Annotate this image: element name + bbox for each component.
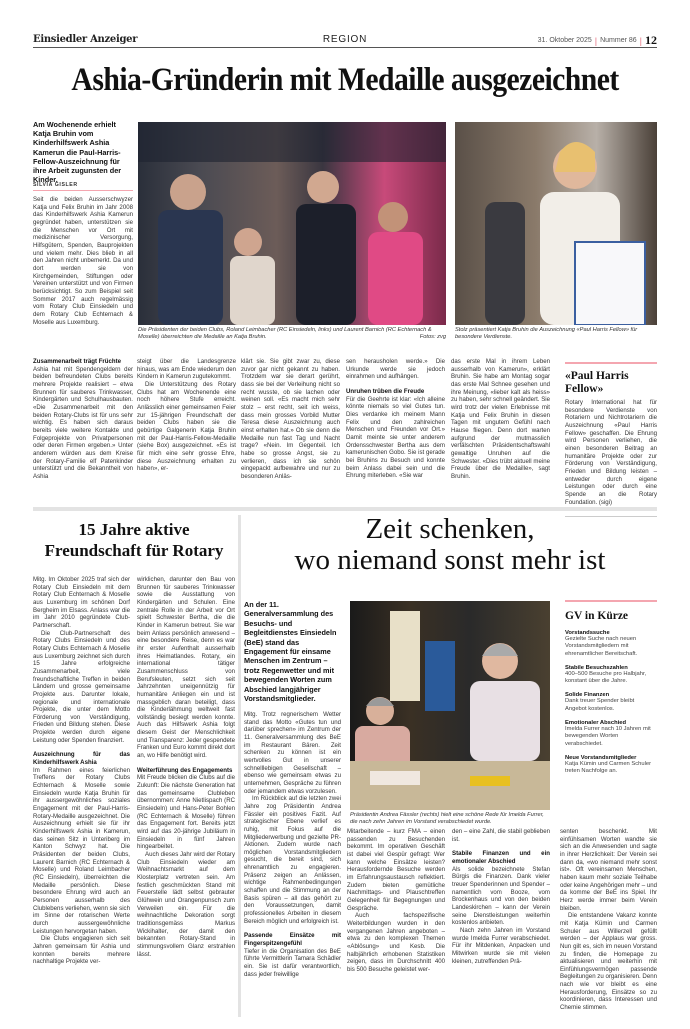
section-divider — [33, 507, 657, 511]
item-heading: Solide Finanzen — [565, 692, 610, 699]
paragraph: Mitg. Im Oktober 2025 traf sich der Rotary Club Einsiedeln mit dem Rotary Club Echternach & Moselle aus Luxemburg im schönen Dorf Bergheim im Elsass. Anlass war die im Jahr 2010 gegründete Club-Partnerschaft. — [33, 576, 130, 629]
photo-women-at-table — [350, 601, 550, 810]
headline-line: Zeit schenken, — [365, 513, 535, 545]
article-column — [137, 358, 236, 473]
accent-rule — [565, 362, 657, 364]
item-text: Dank treuer Spender bleibt Angebot kostenlos. — [565, 698, 635, 712]
photo-people-silhouettes — [138, 122, 446, 325]
paragraph: Die Clubs engagieren sich seit Jahren gemeinsam für Ashia und konnten bereits mehrere nachhaltige Projekte ver- — [33, 935, 130, 966]
article-column — [241, 358, 340, 481]
paragraph: wirklichen, darunter den Bau von Brunnen für sauberes Trinkwasser sowie die Ausstattung von Kindergärten und Schulen. Eine zentrale Rolle in der Arbeit vor Ort spielt Schwester Bertha, die die Kinder in Kamerun betreut. Sie war beim Anlass persönlich anwesend – eine besondere Reise, denn es war ihr erster Aufenthalt ausserhalb ihres Heimatlandes. Rotary, ein international tätiger Zusammenschluss von Berufsleuten, setzt sich seit Jahrzehnten uneigennützig für humanitäre Anliegen ein und ist massgeblich daran beteiligt, dass die Kinderlähmung weltweit fast vollständig besiegt werden konnte. Auch das Hilfswerk Ashia folgt diesem Geist der Menschlichkeit und Transparenz: Jeder gespendete Franken und Euro kommt direkt dort an, wo Hilfe benötigt wird. — [137, 576, 235, 760]
article-column — [560, 828, 657, 1012]
subheading: Unruhen trüben die Freude — [346, 387, 425, 395]
paragraph: Auch dieses Jahr wird der Rotary Club Einsiedeln wieder am Weihnachtsmarkt auf dem Klosterplatz vertreten sein. Am festlich geschmückten Stand mit Feuerstelle lädt selbst gebrauter Glühwein und Orangenpunsch zum Verweilen ein. Für die weihnachtliche Dekoration sorgt traditionsgemäss Markus Wickihalter, der damit den bekannten Rotary-Stand in stimmungsvollem Glanz erstrahlen lässt. — [137, 850, 235, 958]
item-heading: Neue Vorstandsmitglieder — [565, 754, 637, 761]
item-heading: Stabile Besuchszahlen — [565, 664, 628, 671]
issue-date: 31. Oktober 2025 — [537, 37, 592, 44]
paragraph: senten beschenkt. Mit einfühlsamen Worten wandte sie sich an die Anwesenden und sagte in ihrer Herzlichkeit: Der Verein sei dann da, «wo niemand mehr sonst ist». Oft vereinsamen Menschen, haben kaum mehr soziale Teilhabe oder keine Angehörigen mehr – und da komme der BeE ins Spiel. Ihr Herz werde immer beim Verein bleiben. — [560, 828, 657, 912]
headline-line: Freundschaft für Rotary — [44, 541, 224, 560]
article-column — [347, 828, 445, 973]
article-column — [244, 711, 341, 978]
article-column — [33, 576, 130, 966]
item-text: Katja Kümin und Carmen Schuler treten Nachfolge an. — [565, 760, 652, 775]
article-headline — [243, 514, 657, 576]
item-text: 400–500 Besuche pro Halbjahr, konstant über die Jahre. — [565, 670, 647, 685]
paragraph: Die entstandene Vakanz konnte mit Katja Kümin und Carmen Schuler aus Willerzell gefüllt werden – der Applaus war gross. Nun gilt es, sich im neuen Vorstand zu finden, die Homepage zu aktualisieren und weiterhin mit Einfühlungsvermögen passende Begleitungen zu organisieren. Denn nach wie vor bleibt es eine Herausforderung, Einsätze so zu koordinieren, dass Interessen und Chemie stimmen. — [560, 912, 657, 1012]
issue-info — [538, 33, 657, 48]
gv-summary-item — [565, 665, 657, 686]
subheading: Zusammenarbeit trägt Früchte — [33, 358, 122, 365]
headline-line: wo niemand sonst mehr ist — [294, 544, 606, 576]
paragraph: Auch fachspezifische Weiterbildungen wurden in den vergangenen Jahren angeboten – etwa zu den komplexen Themen «Ablösung» und Kesb. Die halbjährlich erhobenen Statistiken zeigen, dass im Durchschnitt 400 bis 500 Besuche geleistet wer- — [347, 912, 445, 973]
item-heading: Emotionaler Abschied — [565, 720, 626, 727]
item-text: Imelda Furrer nach 10 Jahren mit bewegenden Worten verabschiedet. — [565, 726, 651, 747]
paragraph: Die Club-Partnerschaft des Rotary Clubs Einsiedeln und des Rotary Clubs Echternach & Moselle aus Luxemburg zeichnet sich durch 15 Jahre erfolgreiche Zusammenarbeit, viele freundschaftliche Treffen in beiden Ländern und grosse gemeinsame Projekte aus. Darunter lokale, regionale und internationale Projekte, die unter dem Motto Förderung von Verständigung, Frieden und Bildung stehen. Diese Projekte werden durch eigene Leistung oder Spenden finanziert. — [33, 629, 130, 744]
photo-credit: Fotos: zvg — [419, 334, 446, 340]
paragraph: Mitarbeitende – kurz FMA – einen passenden zu Besuchenden bekommt. Im operativen Geschäft ist dabei viel Gespür gefragt: Wer kann welche Einsätze leisten? Herausfordernde Besuche werden im Erfahrungsaustausch reflektiert. Zudem bieten gemütliche Nachmittags- und Plauschtreffen Gelegenheit für Begegnungen und Gespräche. — [347, 828, 445, 912]
subheading: Auszeichnung für das Kinderhilfswerk Ashia — [33, 751, 130, 767]
gv-summary-list — [565, 630, 657, 776]
page-number: 12 — [645, 33, 657, 47]
box-text: Rotary International hat für besondere Verdienste von Rotariern und Nichtrotariern die Auszeichnung «Paul Harris Fellow» geschaffen. Die Ehrung wird Personen verliehen, die einen besonderen Beitrag an humanitäre Projekte oder zur Förderung von Verständigung, Frieden und Bildung leisten – entweder durch eigene Leistungen oder durch eine Spende an die Rotary Foundation. (sigi) — [565, 399, 657, 506]
item-text: Gezielte Suche nach neuen Vorstandsmitgliedern mit ehrenamtlicher Bereitschaft. — [565, 636, 638, 657]
headline-line: 15 Jahre aktive — [78, 520, 190, 539]
box-title: «Paul Harris Fellow» — [565, 370, 629, 395]
paragraph: klärt sie. Sie gibt zwar zu, diese zuvor gar nicht gekannt zu haben. Trotzdem war sie derart gerührt, dass sie bei der Verleihung nicht so recht wusste, ob sie lachen oder weinen soll. «Es macht mich sehr stolz – erst recht, seit ich weiss, dass mein grosses Vorbild Mutter Teresa diese Auszeichnung auch einst erhalten hat.» Ob sie denn die Medaille nun fast Tag und Nacht trage? «Nein. Im Gegenteil. Ich habe so grosse Angst, sie zu verlieren, dass ich sie schön eingepackt aufbewahre und nur zu besonderen Anläs- — [241, 358, 340, 480]
gv-summary-item — [565, 720, 657, 748]
paragraph: steigt über die Landesgrenze hinaus, was am Ende wiederum den Kindern in Kamerun zugutekommt. — [137, 358, 236, 381]
paragraph: Im Rückblick auf die letzten zwei Jahre zog Präsidentin Andrea Fässler ein positives Fazit. Auf strategischer Ebene verlief es ruhig, mit Fokus auf die Mitgliederwerbung und gezielte PR-Aktionen. Zudem wurde nach möglichen Vorstandsmitgliedern gesucht, die bereit sind, sich ehrenamtlich zu engagieren. Präsenz zeigen an Anlässen, wichtige Rahmenbedingungen schaffen und die Stimmung an der Basis spüren – all das gehört zu den Voraussetzungen, damit professionelles Arbeiten in diesem Bereich möglich und erfolgreich ist. — [244, 795, 341, 925]
subheading: Weiterführung des Engagements — [137, 766, 233, 774]
article-headline — [33, 519, 235, 561]
paragraph: Mitg. Trotz regnerischem Wetter stand das Motto «Gutes tun und darüber sprechen» im Zentrum der 11. Generalversammlung des BeE im Restaurant Bären. Zeit schenken zu können ist ein wertvolles Gut in unserer schnelllebigen Gesellschaft – ebenso wie gemeinsam etwas zu unternehmen, Gespräche zu führen oder jemandem etwas vorzulesen. — [244, 711, 341, 795]
photo-caption: Präsidentin Andrea Fässler (rechts) hielt eine schöne Rede für Imelda Furrer, die nach zehn Jahren im Vorstand verabschiedet wurde. — [350, 812, 544, 825]
article-intro — [33, 196, 133, 326]
box-title: GV in Kürze — [565, 610, 629, 622]
gv-summary-item — [565, 755, 657, 776]
issue-number: Nummer 86 — [600, 37, 637, 44]
paragraph: den – eine Zahl, die stabil geblieben ist. — [452, 828, 550, 843]
paragraph: Im Rahmen eines feierlichen Treffens der Rotary Clubs Echternach & Moselle sowie Einsiedeln wurde Katja Bruhin für ihr aussergewöhnliches soziales Engagement mit der Paul-Harris-Rotary-Medaille ausgezeichnet. Die Auszeichnung erhielt sie für ihr Kinderhilfswerk Ashia in Kamerun, das seinen Sitz in Unteriberg im Kanton Schwyz hat. Die Präsidenten der beiden Clubs, Laurent Barnich (RC Echternach & Moselle) und Roland Leimbacher (RC Einsiedeln), überreichten die Medaille persönlich. Diese besondere Ehrung wird auch an Personen ausserhalb des Clublebens verliehen, wenn sie sich im Sinne der rotarischen Werte durch aussergewöhnliche Leistungen hervorgetan haben. — [33, 766, 130, 935]
paragraph: Seit die beiden Ausserschwyzer Katja und Felix Bruhin im Jahr 2008 das Kinderhilfswerk Ashia Kamerun gegründet haben, unterstützen sie die Menschen vor Ort mit medizinischer Versorgung, Hilfsgütern, Spenden, Bauprojekten und vielem mehr. Dies blieb in all den Jahren nicht unbemerkt. Da und dort werden sie von Kirchgemeinden, Stiftungen oder Vereinen unterstützt und von Firmen berücksichtigt. So zum Beispiel seit Sommer 2017 auch regelmässig vom Rotary Club Einsiedeln und dem Rotary Club Echternach & Moselle aus Luxemburg. — [33, 196, 133, 326]
paragraph: Nach zehn Jahren im Vorstand wurde Imelda Furrer verabschiedet. Für ihr Mitdenken, Anpacken und Mitwirken wurde sie mit vielen kleinen, zutreffenden Prä- — [452, 926, 550, 965]
article-column — [137, 576, 235, 958]
separator: | — [594, 35, 598, 46]
separator: | — [639, 35, 642, 46]
subheading: Passende Einsätze mit Fingerspitzengefühl — [244, 932, 341, 948]
paragraph: Mit Freude blicken die Clubs auf die Zukunft: Die nächste Generation hat das gemeinsame Clubleben übernommen: Anne Nietlispach (RC Einsiedeln) und Hans-Peter Bohlen (RC Echternach & Moselle) führen das Engagement fort. Bereits jetzt wird auf das 20-jährige Jubiläum in Einsiedeln in fünf Jahren hingearbeitet. — [137, 774, 235, 851]
gv-summary-item — [565, 630, 657, 658]
accent-rule — [565, 600, 657, 602]
paragraph: Für die Geehrte ist klar: «Ich alleine könnte niemals so viel Gutes tun. Dies verdanke ich meinem Mann Felix und den zahlreichen Menschen und Freunden vor Ort.» Damit meinte sie unter anderem Ordensschwester Bertha aus dem kamerunischen Gobo. Sie ist gerade bei Bruhins zu Besuch und konnte beim Anlass dabei sein und die Ehrung miterleben. «Sie war — [346, 395, 445, 480]
article-lead: Am Wochenende erhielt Katja Bruhin vom Kinderhilfswerk Ashia Kamerun die Paul-Harris-Fellow-Auszeichnung für ihre Arbeit zugunsten der Kinder. — [33, 120, 122, 185]
photo-award-ceremony — [138, 122, 446, 325]
paragraph: das erste Mal in ihrem Leben ausserhalb von Kamerun», erklärt Bruhin. Sie habe am Montag sogar das erste Mal Schnee gesehen und ihre Meinung, «lieber kalt als heiss» zu haben, sehr schnell geändert. Sie wird trotz der vielen Erlebnisse mit Katja und Felix Bruhin in diesen Tagen mit ungutem Gefühl nach Hause fliegen. Denn dort warten aufgrund der mutmasslich verfälschten Präsidentschaftswahl gewaltige Unruhen auf die Schwester. «Dies trübt aktuell meine Freude über die Medaille», sagt Bruhin. — [451, 358, 550, 480]
header-divider — [33, 47, 657, 48]
article-column — [452, 828, 550, 965]
item-heading: Vorstandssuche — [565, 630, 610, 636]
section-label: REGION — [322, 34, 368, 45]
article-headline — [0, 62, 690, 99]
info-box-paul-harris — [565, 362, 657, 517]
caption-text: Die Präsidenten der beiden Clubs, Roland Leimbacher (RC Einsiedeln, links) und Laurent Barnich (RC Echternach & Moselle) überreichten die Medaille an Katja Bruhin. — [138, 327, 432, 340]
gv-summary-item — [565, 692, 657, 713]
article-column — [451, 358, 550, 481]
article-column — [346, 358, 445, 480]
paragraph: Ashia hat mit Spendengeldern der beiden befreundeten Clubs bereits mehrere Projekte realisiert – etwa Brunnen für sauberes Trinkwasser, Kindergärten und Schulhausbauten. «Die Zusammenarbeit mit den beiden Rotary-Clubs ist für uns sehr wichtig. Es haben sich daraus bereits viele weitere Kontakte und Folgeprojekte von Privatpersonen oder deren Firmen ergeben.» Unter anderem würden aus dem Kreise der Rotary-Familie elf Patenkinder unterstützt und die Bekanntheit von Ashia — [33, 365, 133, 480]
article-lead: An der 11. Generalversammlung des Besuchs- und Begleitdienstes Einsiedeln (BeE) stand das Engagement für einsame Menschen im Zentrum – trotz Regenwetter und mit bewegenden Worten zum Abschied langjähriger Vorstandsmitglieder. — [244, 600, 337, 704]
paragraph: sen herausholen werde.» Die Urkunde werde sie jedoch einrahmen und aufhängen. — [346, 358, 445, 381]
paragraph: Tiefer in die Organisation des BeE führte Vermittlerin Tamara Schädler ein. Sie ist dafür verantwortlich, dass jeder freiwillige — [244, 947, 341, 978]
photo-caption: Stolz präsentiert Katja Bruhin die Auszeichnung «Paul Harris Fellow» für besondere Verdienste. — [455, 327, 638, 340]
newspaper-logo: Einsiedler Anzeiger — [33, 34, 138, 45]
paragraph: Die Unterstützung des Rotary Clubs hat am Wochenende eine noch höhere Stufe erreicht. Anlässlich einer gemeinsamen Feier zur 15-jährigen Freundschaft der beiden Clubs haben sie die gebürtige Galgenerin Katja Bruhin mit der Paul-Harris-Fellow-Medaille (siehe Box) ausgezeichnet. «Es ist für mich eine sehr grosse Ehre, diese Auszeichnung erhalten zu haben», er- — [137, 380, 236, 473]
photo-farewell — [350, 601, 550, 810]
photo-caption — [138, 327, 446, 341]
column-divider — [238, 515, 241, 1017]
info-box-gv-summary — [565, 600, 657, 776]
subheading: Stabile Finanzen und ein emotionaler Abschied — [452, 850, 550, 865]
paragraph: Als solide bezeichnete Stefan Bürgis die Finanzen. Dank vieler treuer Spenderinnen und Spender – namentlich vom Booze, vom Brockenhaus und von den beiden Landeskirchen – kann der Verein seine Dienstleistungen weiterhin kostenlos anbieten. — [452, 865, 550, 927]
article-column — [33, 358, 133, 481]
photo-certificate — [455, 122, 657, 325]
author-byline: SILVIA GISLER — [33, 182, 133, 191]
headline-text: Ashia-Gründerin mit Medaille ausgezeichnet — [71, 62, 619, 98]
photo-woman-with-certificate — [455, 122, 657, 325]
